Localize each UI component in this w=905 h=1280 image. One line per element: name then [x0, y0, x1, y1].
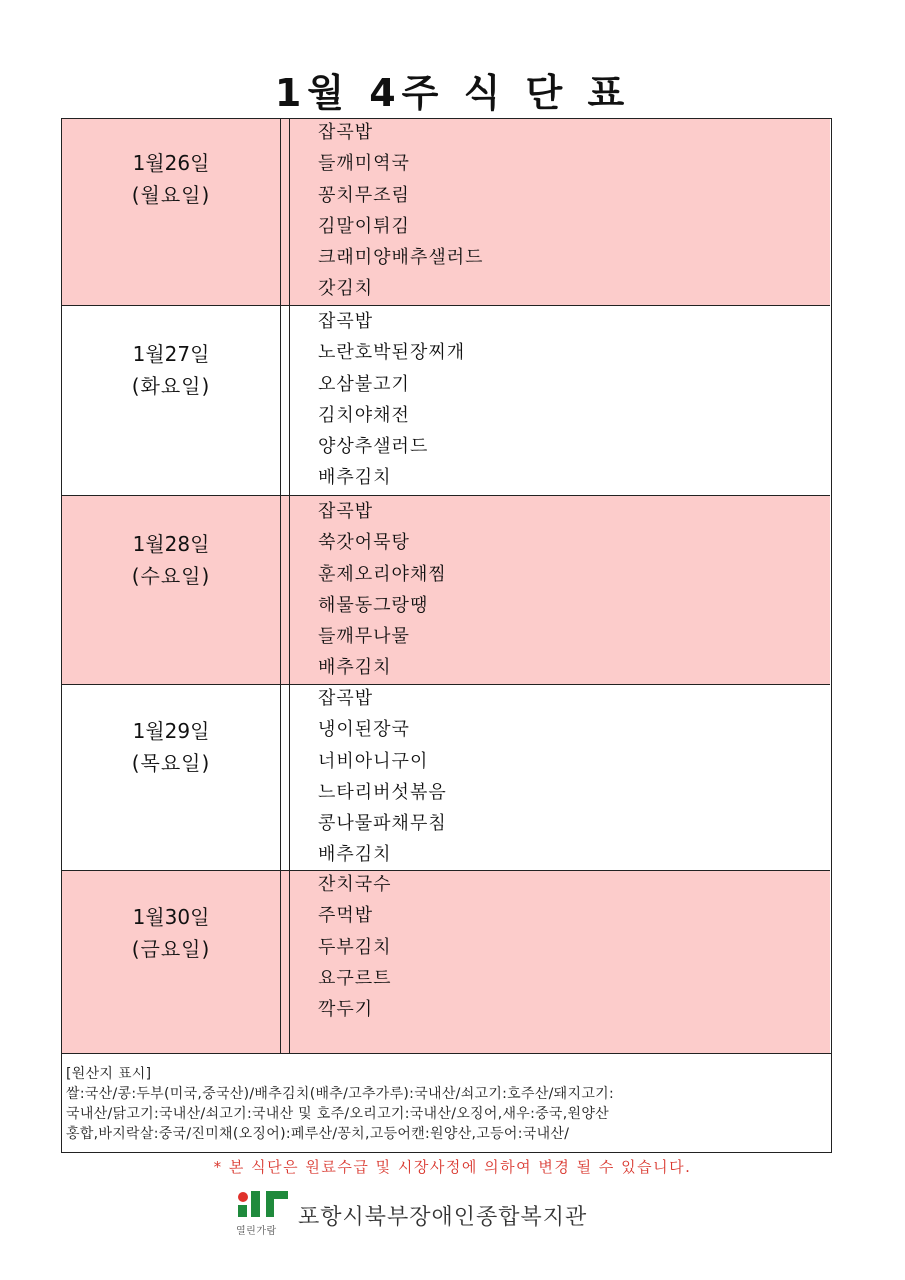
menu-item: 들깨무나물 [318, 626, 410, 648]
menu-list [318, 498, 798, 686]
notice-text: * 본 식단은 원료수급 및 시장사정에 의하여 변경 될 수 있습니다. [213, 1158, 692, 1176]
footer [236, 1188, 656, 1238]
menu-item: 오삼불고기 [318, 373, 410, 395]
logo-text: 열린가람 [236, 1226, 277, 1237]
menu-item: 주먹밥 [318, 905, 374, 927]
menu-item: 배추김치 [318, 467, 392, 489]
date-block [62, 528, 280, 592]
origin-line: 홍합,바지락살:중국/진미채(오징어):페루산/꽁치,고등어캔:원양산,고등어:국내산/ [66, 1126, 570, 1142]
day-row-mon [62, 119, 830, 305]
column-divider [289, 119, 290, 1053]
menu-item: 냉이된장국 [318, 719, 410, 741]
menu-item: 김치야채전 [318, 404, 410, 426]
row-divider [62, 495, 830, 496]
day-row-tue [62, 306, 830, 494]
weekday-label: (금요일) [131, 937, 211, 961]
menu-item: 배추김치 [318, 657, 392, 679]
weekday-label: (목요일) [131, 751, 211, 775]
menu-item: 크래미양배추샐러드 [318, 247, 484, 269]
menu-item: 잡곡밥 [318, 501, 374, 522]
row-divider [62, 870, 830, 871]
row-divider [62, 684, 830, 685]
date-block [62, 147, 280, 211]
menu-item: 훈제오리야채찜 [318, 563, 447, 585]
menu-item: 쑥갓어묵탕 [318, 532, 410, 554]
logo-mark-icon [236, 1188, 296, 1222]
menu-item: 해물동그랑땡 [318, 594, 429, 616]
menu-item: 잡곡밥 [318, 688, 374, 709]
menu-list [318, 685, 798, 873]
menu-item: 잡곡밥 [318, 311, 374, 332]
menu-list [318, 119, 798, 307]
day-row-wed [62, 496, 830, 684]
page-title: 1월 4주 식 단 표 [274, 71, 631, 115]
date-label: 1월26일 [132, 151, 210, 175]
menu-item: 잡곡밥 [318, 122, 374, 143]
weekday-label: (월요일) [131, 183, 211, 207]
menu-list [318, 871, 798, 1027]
day-row-fri [62, 871, 830, 1053]
menu-item: 양상추샐러드 [318, 436, 429, 458]
menu-item: 갓김치 [318, 278, 374, 300]
menu-item: 콩나물파채무침 [318, 813, 447, 835]
date-block [62, 338, 280, 402]
date-label: 1월28일 [132, 532, 210, 556]
menu-list [318, 308, 798, 496]
menu-item: 잔치국수 [318, 874, 392, 895]
date-label: 1월27일 [132, 342, 210, 366]
row-divider [62, 305, 830, 306]
date-label: 1월29일 [132, 719, 210, 743]
date-block [62, 901, 280, 965]
menu-item: 너비아니구이 [318, 750, 429, 772]
menu-item: 배추김치 [318, 844, 392, 866]
menu-item: 김말이튀김 [318, 215, 410, 237]
date-label: 1월30일 [132, 905, 210, 929]
column-divider [280, 119, 281, 1053]
menu-item: 꽁치무조림 [318, 184, 410, 206]
weekday-label: (화요일) [131, 374, 211, 398]
menu-table [61, 118, 832, 1054]
organization-logo [236, 1188, 296, 1238]
origin-heading: [원산지 표시] [66, 1066, 152, 1082]
menu-item: 두부김치 [318, 936, 392, 958]
menu-item: 들깨미역국 [318, 153, 410, 175]
menu-item: 노란호박된장찌개 [318, 342, 466, 364]
menu-item: 깍두기 [318, 999, 374, 1021]
menu-item: 느타리버섯볶음 [318, 781, 447, 803]
origin-info [61, 1054, 832, 1153]
date-block [62, 715, 280, 779]
origin-line: 쌀:국산/콩:두부(미국,중국산)/배추김치(배추/고추가루):국내산/쇠고기:호주산/돼지고기: [66, 1086, 614, 1102]
origin-line: 국내산/닭고기:국내산/쇠고기:국내산 및 호주/오리고기:국내산/오징어,새우:중국,원양산 [66, 1106, 609, 1122]
weekday-label: (수요일) [131, 564, 211, 588]
day-row-thu [62, 685, 830, 870]
organization-name: 포항시북부장애인종합복지관 [298, 1205, 588, 1230]
menu-item: 요구르트 [318, 967, 392, 989]
